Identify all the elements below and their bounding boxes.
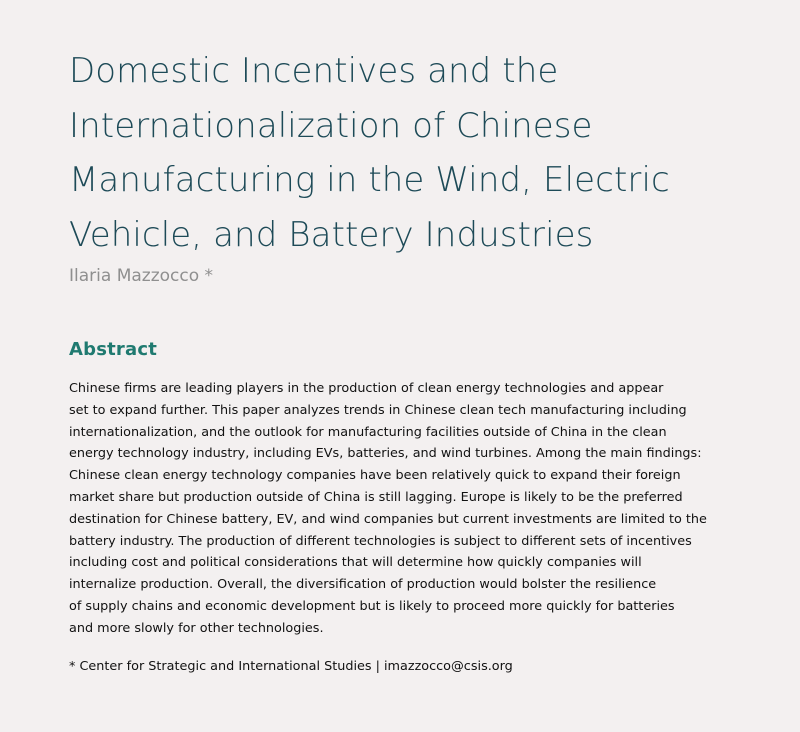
abstract-line: energy technology industry, including EVs, batteries, and wind turbines. Among the main findings: [69, 446, 702, 462]
paper-title [69, 44, 749, 262]
abstract-line: of supply chains and economic development but is likely to proceed more quickly for batteries [69, 598, 675, 614]
abstract-heading: Abstract [69, 339, 158, 360]
abstract-line: market share but production outside of China is still lagging. Europe is likely to be the preferred [69, 489, 683, 505]
abstract-line: destination for Chinese battery, EV, and wind companies but current investments are limited to the [69, 511, 707, 527]
title-line: Manufacturing in the Wind, Electric [69, 160, 670, 200]
abstract-line: Chinese firms are leading players in the production of clean energy technologies and appear [69, 381, 664, 396]
title-line: Domestic Incentives and the [69, 51, 559, 91]
abstract-line: set to expand further. This paper analyzes trends in Chinese clean tech manufacturing including [69, 402, 687, 418]
abstract-line: Chinese clean energy technology companies have been relatively quick to expand their foreign [69, 468, 681, 484]
title-line: Internationalization of Chinese [69, 105, 593, 146]
abstract-text [69, 378, 749, 640]
abstract-line: internationalization, and the outlook for manufacturing facilities outside of China in the clean [69, 424, 667, 440]
abstract-line: including cost and political considerations that will determine how quickly companies will [69, 555, 642, 571]
abstract-line: and more slowly for other technologies. [69, 620, 324, 636]
paper-front-page [69, 44, 749, 674]
author-name: Ilaria Mazzocco * [69, 266, 214, 286]
author-affiliation-footnote: * Center for Strategic and International Studies | imazzocco@csis.org [69, 658, 513, 674]
abstract-line: battery industry. The production of different technologies is subject to different sets of incentives [69, 533, 692, 549]
title-line: Vehicle, and Battery Industries [69, 214, 594, 255]
abstract-line: internalize production. Overall, the diversification of production would bolster the resilience [69, 577, 657, 593]
